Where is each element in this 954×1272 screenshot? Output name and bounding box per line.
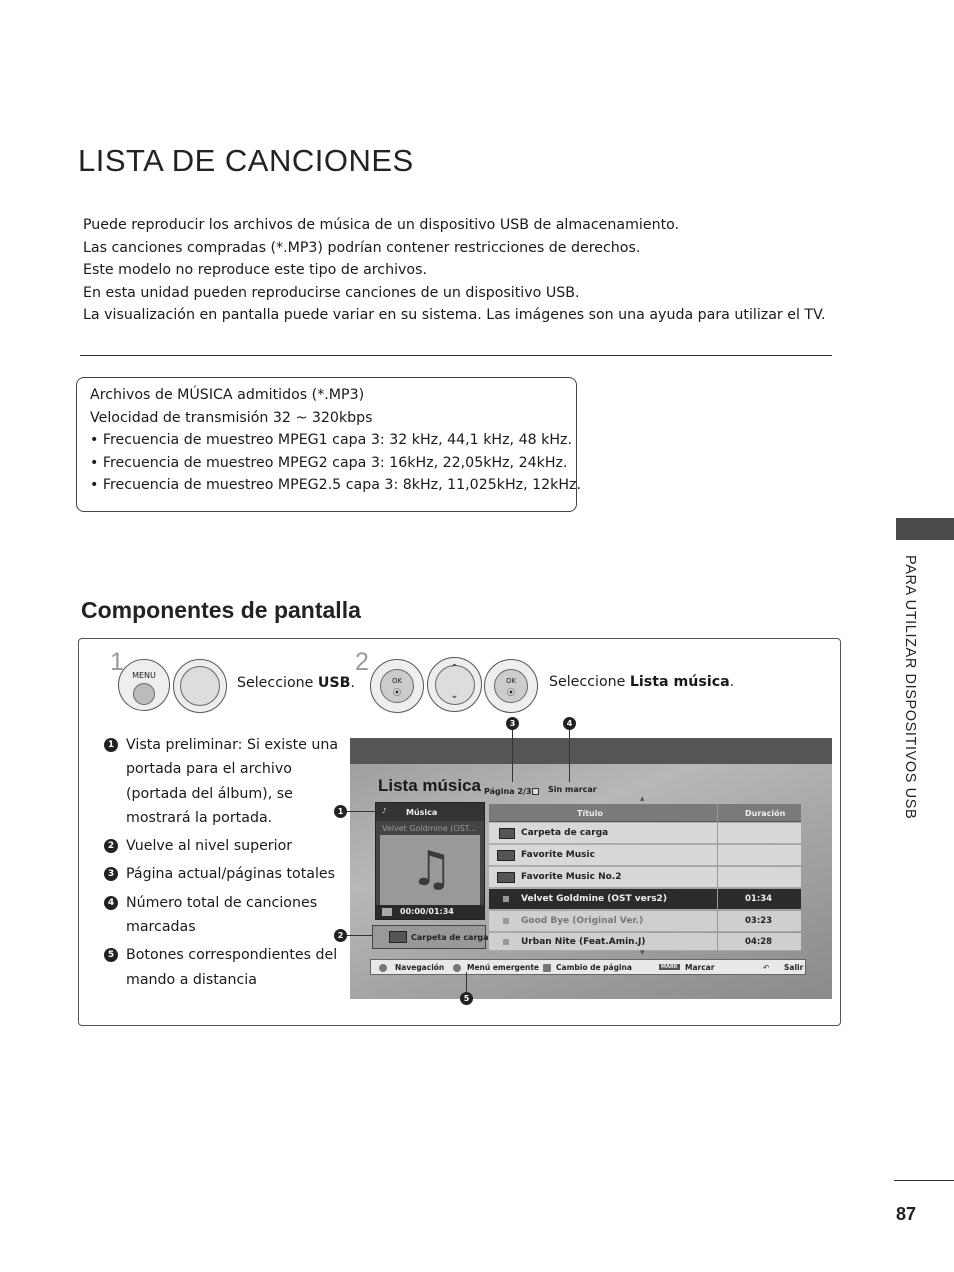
footer-rule [894, 1180, 954, 1181]
ok-button-icon [484, 659, 538, 713]
check-icon [532, 788, 539, 795]
menu-label: MENU [132, 671, 156, 680]
intro-line: La visualización en pantalla puede variar en su sistema. Las imágenes son una ayuda para utilizar el TV. [83, 307, 826, 323]
play-status-icon [382, 908, 392, 916]
nav-popup: Menú emergente [467, 963, 539, 972]
callout-line [346, 811, 376, 812]
menu-button-icon [118, 659, 170, 711]
item-duration: 04:28 [745, 937, 773, 947]
legend-number: 4 [104, 896, 118, 910]
folder-up-icon [499, 828, 515, 839]
step-number: 1 [110, 648, 124, 676]
preview-time-bar [376, 905, 484, 919]
scroll-down-icon[interactable]: ▾ [640, 948, 645, 958]
item-title: Favorite Music No.2 [521, 872, 622, 882]
section-title: Componentes de pantalla [81, 597, 361, 623]
specs-bitrate: Velocidad de transmisión 32 ~ 320kbps [90, 409, 373, 426]
col-title: Título [577, 809, 603, 818]
back-icon: ↶ [763, 963, 770, 972]
legend-item [104, 891, 344, 940]
legend-text: Vista preliminar: Si existe una portada para el archivo (portada del álbum), se mostrará la portada. [126, 737, 339, 826]
legend-number: 1 [104, 738, 118, 752]
song-icon [503, 918, 509, 924]
legend-item [104, 862, 344, 886]
page-title: LISTA DE CANCIONES [78, 143, 414, 178]
folder-icon [497, 850, 515, 861]
ok-dot-icon: ⦿ [393, 688, 401, 697]
marked-count: Sin marcar [548, 785, 597, 794]
col-duration: Duración [745, 809, 786, 818]
item-duration: 01:34 [745, 894, 773, 904]
music-note-icon: ♫ [410, 841, 454, 897]
legend-list [104, 733, 344, 996]
item-title: Favorite Music [521, 850, 595, 860]
callout-marker: 2 [334, 929, 347, 942]
item-title: Good Bye (Original Ver.) [521, 916, 644, 926]
ok-key-icon [380, 669, 414, 703]
step2-period: . [729, 674, 735, 690]
folder-up-icon [389, 931, 407, 943]
arrow-down-icon: ⌄ [450, 690, 459, 701]
tv-screen [350, 738, 832, 999]
callout-line [512, 730, 513, 782]
dpad-icon [173, 659, 227, 713]
legend-item [104, 733, 344, 830]
folder-icon [497, 872, 515, 883]
intro-line: Las canciones compradas (*.MP3) podrían contener restricciones de derechos. [83, 239, 641, 256]
callout-line [466, 972, 467, 992]
specs-bullet: • Frecuencia de muestreo MPEG2.5 capa 3: 8kHz, 11,025kHz, 12kHz. [90, 477, 582, 493]
song-icon [503, 896, 509, 902]
step1-usb: USB [317, 675, 351, 691]
mark-key-icon: MARK [661, 964, 678, 970]
divider [80, 355, 832, 356]
specs-bullet: • Frecuencia de muestreo MPEG1 capa 3: 32 kHz, 44,1 kHz, 48 kHz. [90, 432, 572, 448]
step2-music-list: Lista música [629, 674, 730, 690]
duration-column-divider [717, 804, 801, 951]
ok-label: OK [505, 677, 517, 685]
parent-folder-label: Carpeta de carga [411, 933, 489, 942]
callout-line [569, 730, 570, 782]
nav-mark: Marcar [685, 963, 715, 972]
ok-dot-icon: ⦿ [507, 688, 515, 697]
step1-instruction [237, 675, 355, 691]
legend-number: 3 [104, 867, 118, 881]
music-list-title: Lista música [378, 776, 481, 795]
callout-marker: 3 [506, 717, 519, 730]
up-down-icon [427, 657, 482, 712]
song-list [489, 804, 801, 951]
parent-folder-button[interactable] [372, 925, 489, 949]
legend-text: Número total de canciones marcadas [126, 894, 318, 936]
page-change-icon [543, 964, 551, 972]
dpad-ring-icon [180, 666, 220, 706]
navigation-icon [379, 964, 387, 972]
legend-number: 2 [104, 839, 118, 853]
callout-marker: 5 [460, 992, 473, 1005]
album-art [380, 835, 480, 907]
side-tab [896, 518, 954, 540]
item-duration: 03:23 [745, 916, 773, 926]
step-number: 2 [355, 648, 369, 676]
menu-key-icon [133, 683, 155, 705]
tv-top-bar [350, 738, 832, 764]
step1-text: Seleccione [237, 675, 318, 691]
side-label: PARA UTILIZAR DISPOSITIVOS USB [902, 555, 918, 820]
nav-page-change: Cambio de página [556, 963, 632, 972]
legend-text: Botones correspondientes del mando a distancia [126, 947, 338, 988]
preview-panel [375, 802, 485, 920]
nav-exit: Salir [784, 963, 804, 972]
ok-icon [453, 964, 461, 972]
remote-guide-bar [370, 959, 806, 975]
legend-item [104, 834, 344, 858]
note-small-icon: ♪ [382, 807, 387, 815]
callout-marker: 4 [563, 717, 576, 730]
callout-marker: 1 [334, 805, 347, 818]
nav-navigation: Navegación [395, 963, 445, 972]
ok-key-icon [494, 669, 528, 703]
item-title: Carpeta de carga [521, 828, 609, 838]
legend-text: Página actual/páginas totales [126, 866, 336, 883]
item-title: Urban Nite (Feat.Amin.J) [521, 937, 646, 947]
ok-button-icon [370, 659, 424, 713]
page-number: 87 [896, 1204, 917, 1224]
page-indicator: Página 2/3 [484, 787, 532, 796]
step1-period: . [350, 675, 355, 691]
item-title: Velvet Goldmine (OST vers2) [521, 894, 667, 904]
step2-instruction [549, 674, 734, 690]
callout-line [346, 935, 372, 936]
intro-line: En esta unidad pueden reproducirse canciones de un dispositivo USB. [83, 284, 580, 301]
specs-formats: Archivos de MÚSICA admitidos (*.MP3) [90, 387, 365, 403]
legend-text: Vuelve al nivel superior [126, 838, 293, 855]
step2-text: Seleccione [549, 674, 630, 690]
intro-line: Este modelo no reproduce este tipo de archivos. [83, 262, 427, 278]
specs-box [76, 377, 582, 512]
specs-bullet: • Frecuencia de muestreo MPEG2 capa 3: 16kHz, 22,05kHz, 24kHz. [90, 454, 568, 471]
legend-item [104, 943, 344, 992]
preview-time: 00:00/01:34 [400, 907, 454, 916]
intro-text [83, 214, 843, 327]
ok-label: OK [391, 677, 403, 685]
arrow-up-icon: ⌃ [450, 663, 459, 674]
scroll-up-icon[interactable]: ▴ [640, 794, 645, 804]
legend-number: 5 [104, 948, 118, 962]
preview-label: Música [406, 808, 438, 817]
preview-song: Velvet Goldmine (OST... [382, 824, 477, 833]
song-icon [503, 939, 509, 945]
intro-line: Puede reproducir los archivos de música de un dispositivo USB de almacenamiento. [83, 217, 680, 233]
